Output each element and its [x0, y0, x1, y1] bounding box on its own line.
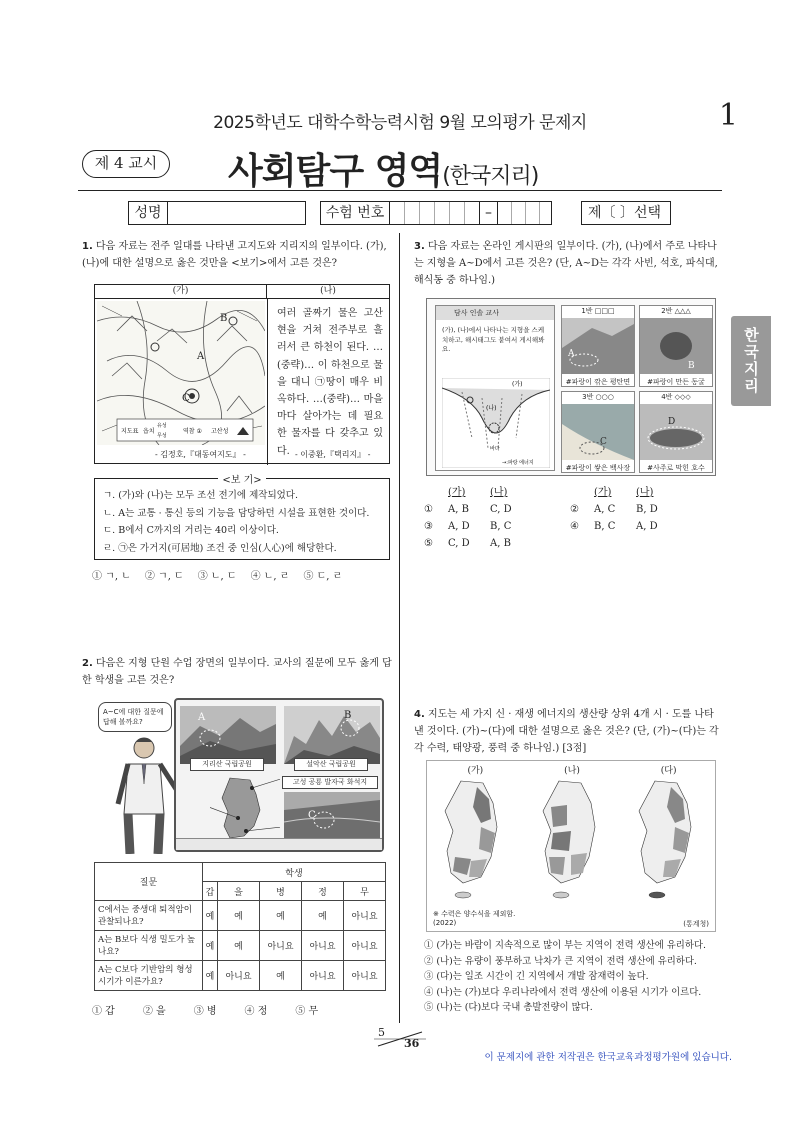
q1-legend-yeokwon: 역참 ① — [183, 428, 202, 435]
q1-bogi-item: ㄹ. ㉠은 가거지(可居地) 조건 중 인심(人心)에 해당한다. — [103, 542, 337, 554]
q3-card-title: 4반 ◇◇◇ — [661, 393, 691, 401]
q2-table — [94, 862, 386, 991]
q4-choice-4[interactable]: ④ (나)는 (가)보다 우리나라에서 전력 생산에 이용된 시기가 이르다. — [424, 986, 702, 998]
q1-bogi-list — [103, 487, 369, 557]
q1-bogi-title-wrap — [95, 471, 389, 486]
q3-choice-ga: A, B — [448, 504, 469, 515]
q3-sketch-sea: 바다 — [490, 446, 500, 452]
q3-card-2-photo — [640, 318, 712, 374]
q3-card-1 — [561, 305, 635, 387]
q1-old-map — [97, 301, 265, 445]
q3-answer-row[interactable] — [424, 535, 714, 552]
q2-stem: 다음은 지형 단원 수업 장면의 일부이다. 교사의 질문에 모두 옳게 답한 학생을 고른 것은? — [82, 658, 392, 686]
q1-choice-1[interactable]: ① ㄱ, ㄴ — [92, 571, 131, 582]
q2-choice-4[interactable]: ④ 정 — [244, 1006, 268, 1017]
q3-card-title: 3반 ○○○ — [582, 393, 614, 401]
page-footer — [372, 1028, 428, 1050]
name-input[interactable] — [168, 201, 306, 225]
question-4 — [414, 706, 720, 757]
period-badge: 제 4 교시 — [82, 150, 170, 178]
name-label: 성명 — [128, 201, 168, 225]
q1-choice-2[interactable]: ② ㄱ, ㄷ — [144, 571, 184, 582]
q3-answers — [424, 484, 714, 552]
subject-side-tab: 한국지리 — [731, 316, 771, 406]
student-header: 을 — [218, 882, 260, 901]
q3-sketch-na: (나) — [486, 405, 497, 412]
footer-total: 36 — [404, 1037, 420, 1050]
q4-map-title: (다) — [660, 766, 677, 776]
choice-suffix: 선택 — [633, 205, 662, 221]
q4-source: (통계청) — [683, 920, 709, 928]
q2-photo-b — [284, 706, 380, 764]
q3-header-ga: (가) — [448, 487, 466, 498]
q2-table-question-header: 질문 — [95, 863, 203, 901]
q3-card-2 — [639, 305, 713, 387]
q4-map-na — [531, 777, 615, 905]
q1-bogi-item: ㄱ. (가)와 (나)는 모두 조선 전기에 제작되었다. — [103, 490, 298, 501]
q3-card-label: C — [600, 437, 607, 447]
page-number: 1 — [718, 98, 738, 133]
q2-photo-a — [180, 706, 276, 764]
q3-stem: 다음 자료는 온라인 게시판의 일부이다. (가), (나)에서 주로 나타나는 지형을 A~D에서 고른 것은? (단, A~D는 각각 사빈, 석호, 파식대, 해식동 중 하나임.) — [414, 241, 718, 286]
subject-sub: (한국지리) — [442, 164, 539, 189]
q3-answer-row[interactable] — [424, 501, 714, 518]
q2-cell: 아니요 — [343, 931, 385, 961]
q1-bogi-item: ㄴ. A는 교통 · 통신 등의 기능을 담당하던 시설을 표현한 것이다. — [103, 507, 370, 519]
q3-choice-num[interactable]: ⑤ — [424, 538, 433, 549]
q2-board-toolbar — [176, 838, 382, 850]
q4-year: (2022) — [433, 919, 457, 927]
student-header: 정 — [302, 882, 344, 901]
q1-bogi-box — [94, 475, 390, 560]
choice-bracket: 〔 〕 — [601, 205, 634, 221]
q1-table-divider — [267, 299, 268, 465]
q1-map-label-a: A — [197, 351, 205, 362]
q3-choice-na: B, D — [636, 504, 658, 515]
q3-card-4 — [639, 391, 713, 473]
q2-caption-b: 설악산 국립공원 — [294, 758, 368, 771]
q1-bogi-item: ㄷ. B에서 C까지의 거리는 40리 이상이다. — [103, 525, 279, 536]
exam-number-digits-2[interactable] — [498, 201, 552, 225]
q2-korea-map — [210, 776, 280, 842]
q1-legend-gosan: 고산성 — [211, 428, 229, 435]
q3-card-tag: #파랑이 쌓은 백사장 — [565, 464, 631, 472]
q2-cell: 아니요 — [302, 931, 344, 961]
exam-number-dash: – — [480, 201, 498, 225]
exam-number-digits-1[interactable] — [390, 201, 480, 225]
choice-prefix: 제 — [588, 205, 602, 221]
q2-cell: 예 — [203, 901, 218, 931]
q4-note: ※ 수력은 양수식을 제외함. — [433, 910, 516, 918]
q3-choice-ga: C, D — [448, 538, 470, 549]
q1-answers — [92, 567, 392, 582]
q4-stem: 지도는 세 가지 신 · 재생 에너지의 생산량 상위 4개 시 · 도를 나타낸 것이다. (가)~(다)에 대한 설명으로 옳은 것은? (단, (가)~(다)는 각각 수력, 태양광, 풍력 중 하나임.) [3점] — [414, 709, 719, 754]
q3-header-na-2: (나) — [636, 487, 654, 498]
teacher-figure-icon — [114, 734, 174, 854]
q4-choice-3[interactable]: ③ (다)는 일조 시간이 긴 지역에서 개발 잠재력이 높다. — [424, 971, 649, 982]
q2-cell: 아니요 — [260, 931, 302, 961]
q1-choice-3[interactable]: ③ ㄴ, ㄷ — [197, 571, 237, 582]
q3-teacher-title: 담사 인솔 교사 — [436, 306, 554, 320]
q3-card-3 — [561, 391, 635, 473]
q2-cell: 아니요 — [343, 961, 385, 991]
q4-map-titles — [427, 763, 717, 776]
q2-photo-a-label: A — [198, 712, 206, 723]
question-1 — [82, 238, 392, 272]
q3-card-label: D — [668, 417, 676, 427]
q3-card-title: 1반 □□□ — [581, 307, 615, 315]
q1-text-na: 여러 골짜기 물은 고산현을 거쳐 전주부로 흘러서 큰 하천이 된다. …(중략)… 이 하천으로 물을 대니 ㉠땅이 매우 비옥하다. …(중략)… 마을마다 살아가는 데 필요한 물자를 다 갖추고 있다. — [277, 308, 383, 457]
q2-cell: 예 — [260, 901, 302, 931]
q3-card-label: B — [688, 361, 695, 371]
q3-sketch — [442, 378, 550, 468]
q3-card-title: 2반 △△△ — [661, 307, 691, 315]
q1-map-label-c: C — [182, 393, 190, 404]
q4-map-title: (가) — [467, 766, 484, 776]
q3-choice-ga: A, D — [448, 521, 470, 532]
q4-figure — [426, 760, 716, 932]
q3-choice-na: A, D — [636, 521, 658, 532]
q2-choice-3[interactable]: ③ 병 — [193, 1006, 217, 1017]
q3-card-1-photo — [562, 318, 634, 374]
q2-number: 2. — [82, 658, 93, 669]
q2-cell: 예 — [203, 931, 218, 961]
q2-choice-5[interactable]: ⑤ 무 — [295, 1006, 319, 1017]
q1-legend-yusung: 유성 — [157, 423, 167, 429]
q1-legend-eupchi: 읍치 — [143, 428, 155, 435]
q4-map-title: (나) — [564, 766, 580, 776]
q4-choice-1[interactable]: ① (가)는 바람이 지속적으로 많이 부는 지역이 전력 생산에 유리하다. — [424, 940, 706, 951]
q2-row-question: A는 B보다 식생 밀도가 높나요? — [95, 931, 203, 961]
header-divider — [78, 190, 722, 191]
q3-choice-ga: A, C — [594, 504, 616, 515]
q2-caption-a: 지리산 국립공원 — [190, 758, 264, 771]
q3-card-tag: #파랑이 만든 동굴 — [647, 378, 705, 386]
q3-choice-na: A, B — [490, 538, 511, 549]
q1-col-na: (나) — [267, 285, 389, 299]
choice-box[interactable] — [581, 201, 671, 225]
q2-cell: 예 — [218, 931, 260, 961]
q1-choice-5[interactable]: ⑤ ㄷ, ㄹ — [303, 571, 343, 582]
q2-photo-c — [284, 792, 380, 842]
q4-choice-5[interactable]: ⑤ (나)는 (다)보다 국내 총발전량이 많다. — [424, 1002, 593, 1013]
q3-teacher-text: (가), (나)에서 나타나는 지형을 스케치하고, 해시태그도 붙여서 게시해봐요. — [442, 326, 545, 353]
q3-card-tag: #사주로 막힌 호수 — [647, 464, 705, 472]
q3-choice-na: C, D — [490, 504, 512, 515]
q2-cell: 아니요 — [218, 961, 260, 991]
q3-choice-num[interactable]: ① — [424, 504, 433, 515]
q2-cell: 아니요 — [343, 901, 385, 931]
q4-choice-2[interactable]: ② (나)는 유량이 풍부하고 낙차가 큰 지역이 전력 생산에 유리하다. — [424, 955, 697, 967]
q1-source-na: - 이중환,『택리지』 - — [295, 450, 371, 459]
q4-answers — [424, 938, 724, 1016]
q2-row-question: C에서는 중생대 퇴적암이 관찰되나요? — [95, 901, 203, 931]
q3-header-na: (나) — [490, 487, 508, 498]
q1-source-table — [94, 284, 390, 464]
q2-cell: 예 — [218, 901, 260, 931]
q3-sketch-arrow: →:파랑 에너지 — [502, 460, 534, 466]
q3-teacher-post — [435, 305, 555, 471]
q3-answer-row[interactable] — [424, 518, 714, 535]
q3-board — [426, 298, 716, 476]
q2-cell: 아니요 — [302, 961, 344, 991]
q3-choice-num[interactable]: ④ — [570, 521, 579, 532]
q2-table-students-header: 학생 — [203, 863, 386, 882]
q2-scene — [94, 694, 386, 854]
q3-card-4-photo — [640, 404, 712, 460]
q4-map-da — [627, 777, 711, 905]
subject-main: 사회탐구 영역 — [228, 151, 443, 192]
question-2 — [82, 655, 392, 689]
q1-choice-4[interactable]: ④ ㄴ, ㄹ — [250, 571, 290, 582]
q2-cell: 예 — [260, 961, 302, 991]
q1-legend-title: 지도표 — [121, 428, 139, 435]
q1-map-label-b: B — [220, 313, 228, 324]
q2-cell: 예 — [302, 901, 344, 931]
column-divider — [399, 233, 400, 1023]
q3-card-label: A — [568, 349, 575, 359]
q4-number: 4. — [414, 709, 425, 720]
q3-choice-na: B, C — [490, 521, 512, 532]
question-3 — [414, 238, 720, 289]
exam-number-label: 수험 번호 — [320, 201, 390, 225]
exam-title: 2025학년도 대학수학능력시험 9월 모의평가 문제지 — [213, 113, 587, 133]
q2-photo-c-label: C — [308, 810, 316, 821]
student-header: 병 — [260, 882, 302, 901]
q2-choice-1[interactable]: ① 갑 — [92, 1006, 115, 1017]
q2-speech-bubble: A~C에 대한 질문에 답해 볼까요? — [98, 702, 172, 732]
q2-cell: 예 — [203, 961, 218, 991]
q3-choice-ga: B, C — [594, 521, 616, 532]
q3-choice-num[interactable]: ② — [570, 504, 579, 515]
q3-card-tag: #파랑이 깎은 평탄면 — [565, 378, 631, 386]
q3-choice-num[interactable]: ③ — [424, 521, 433, 532]
q1-source-ga: - 김정호,『대동여지도』 - — [155, 450, 246, 459]
subject-title — [228, 143, 538, 194]
q3-number: 3. — [414, 241, 425, 252]
copyright-notice: 이 문제지에 관한 저작권은 한국교육과정평가원에 있습니다. — [484, 1052, 732, 1063]
q3-card-3-photo — [562, 404, 634, 460]
q2-answers — [92, 1002, 392, 1017]
q1-col-ga: (가) — [95, 285, 267, 299]
q2-board — [174, 698, 384, 852]
q2-caption-c: 고성 공룡 발자국 화석지 — [282, 776, 378, 789]
q1-bogi-title: <보 기> — [218, 475, 265, 486]
q2-photo-b-label: B — [344, 710, 352, 721]
footer-page: 5 — [378, 1026, 385, 1039]
student-header: 무 — [343, 882, 385, 901]
q1-stem: 다음 자료는 전주 일대를 나타낸 고지도와 지리지의 일부이다. (가), (나)에 대한 설명으로 옳은 것만을 <보기>에서 고른 것은? — [82, 241, 387, 269]
student-header: 갑 — [203, 882, 218, 901]
q3-header-ga-2: (가) — [594, 487, 612, 498]
q2-choice-2[interactable]: ② 을 — [142, 1006, 166, 1017]
q2-row-question: A는 C보다 기반암의 형성 시기가 이른가요? — [95, 961, 203, 991]
q1-number: 1. — [82, 241, 93, 252]
q4-map-ga — [433, 777, 517, 905]
q1-legend-musung: 무성 — [157, 433, 167, 439]
q3-answer-header — [424, 484, 714, 501]
q3-sketch-ga: (가) — [512, 381, 523, 388]
